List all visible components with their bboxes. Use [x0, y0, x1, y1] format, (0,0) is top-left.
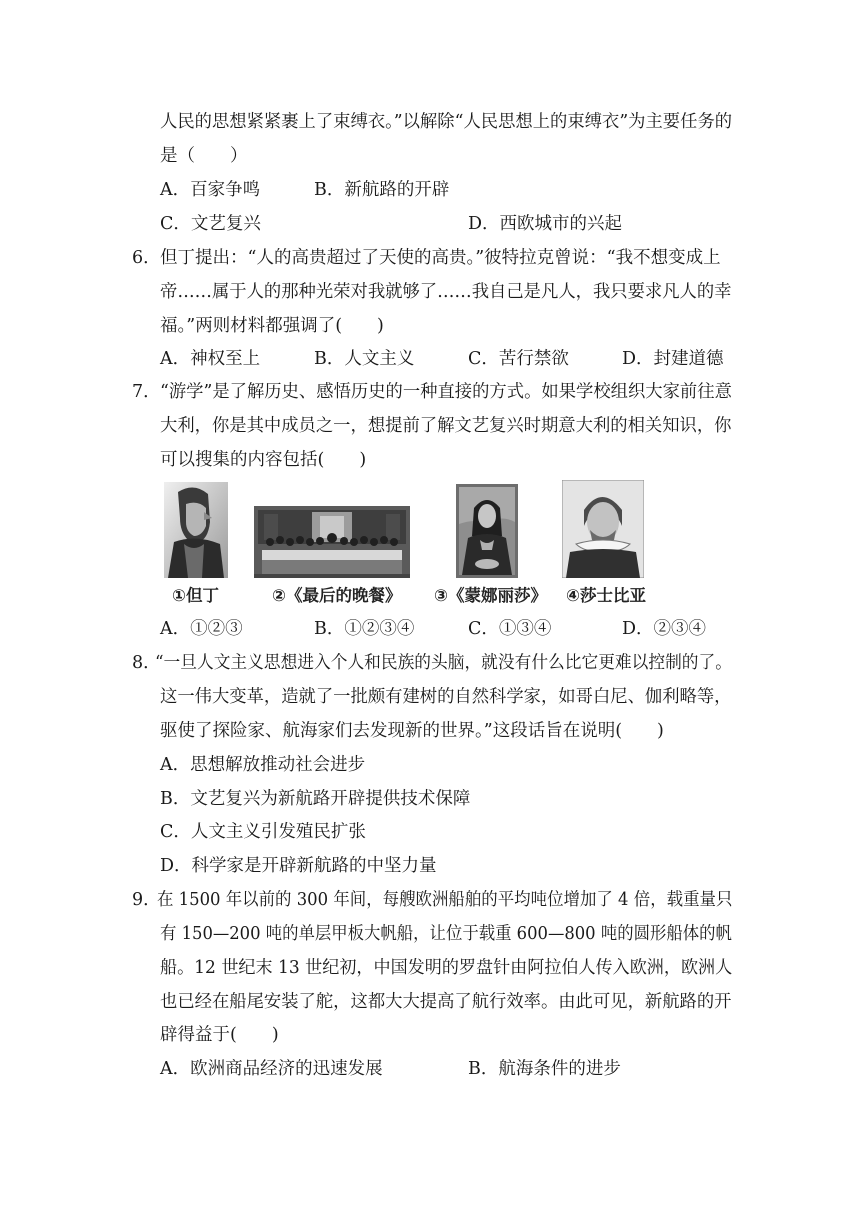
last-supper-image: [254, 506, 410, 578]
q5-stem-line-1: 人民的思想紧紧裹上了束缚衣。”以解除“人民思想上的束缚衣”为主要任务的: [160, 112, 733, 132]
q6-option-b: B．人文主义: [314, 349, 415, 369]
q5-option-c: C．文艺复兴: [160, 214, 261, 234]
caption-last-supper: ②《最后的晚餐》: [272, 586, 402, 605]
q7-option-c: C．①③④: [468, 619, 552, 639]
q6-stem-line-3: 福。”两则材料都强调了( ): [160, 316, 384, 336]
q6-option-d: D．封建道德: [622, 349, 724, 369]
q6-option-a: A．神权至上: [160, 349, 261, 369]
q8-option-b: B．文艺复兴为新航路开辟提供技术保障: [160, 789, 471, 809]
caption-dante: ①但丁: [172, 586, 219, 605]
mona-lisa-image: [456, 484, 518, 578]
q9-option-b: B．航海条件的进步: [468, 1059, 621, 1079]
q6-stem-line-1: 但丁提出：“人的高贵超过了天使的高贵。”彼特拉克曾说：“我不想变成上: [160, 248, 721, 268]
q5-stem-line-2: 是（ ）: [160, 146, 248, 166]
q6-number: 6．: [132, 248, 161, 268]
q8-option-d: D．科学家是开辟新航路的中坚力量: [160, 856, 437, 876]
q8-number: 8．: [132, 653, 161, 673]
q5-option-a: A．百家争鸣: [160, 180, 261, 200]
q8-option-c: C．人文主义引发殖民扩张: [160, 822, 366, 842]
caption-mona-lisa: ③《蒙娜丽莎》: [434, 586, 547, 605]
q9-stem-line-5: 辟得益于( ): [160, 1025, 279, 1045]
q9-stem-line-3: 船。12 世纪末 13 世纪初，中国发明的罗盘针由阿拉伯人传入欧洲，欧洲人: [160, 958, 733, 978]
q7-stem-line-3: 可以搜集的内容包括( ): [160, 450, 367, 470]
q7-number: 7．: [132, 382, 161, 402]
q5-option-b: B．新航路的开辟: [314, 180, 450, 200]
q8-stem-line-3: 驱使了探险家、航海家们去发现新的世界。”这段话旨在说明( ): [160, 721, 664, 741]
q9-number: 9．: [132, 890, 161, 910]
q7-option-d: D．②③④: [622, 619, 707, 639]
q9-stem-line-4: 也已经在船尾安装了舵，这都大大提高了航行效率。由此可见，新航路的开: [160, 992, 732, 1012]
q6-option-c: C．苦行禁欲: [468, 349, 569, 369]
q7-option-b: B．①②③④: [314, 619, 415, 639]
caption-shakespeare: ④莎士比亚: [566, 586, 646, 605]
q6-stem-line-2: 帝……属于人的那种光荣对我就够了……我自己是凡人，我只要求凡人的幸: [160, 282, 732, 302]
q7-stem-line-2: 大利，你是其中成员之一，想提前了解文艺复兴时期意大利的相关知识，你: [160, 416, 732, 436]
q9-stem-line-1: 在 1500 年以前的 300 年间，每艘欧洲船舶的平均吨位增加了 4 倍，载重量只: [157, 890, 733, 910]
q9-stem-line-2: 有 150—200 吨的单层甲板大帆船，让位于载重 600—800 吨的圆形船体的帆: [160, 924, 732, 944]
q9-option-a: A．欧洲商品经济的迅速发展: [160, 1059, 383, 1079]
q8-stem-line-2: 这一伟大变革，造就了一批颇有建树的自然科学家，如哥白尼、伽利略等，: [160, 687, 732, 707]
q7-stem-line-1: “游学”是了解历史、感悟历史的一种直接的方式。如果学校组织大家前往意: [160, 382, 732, 402]
dante-portrait-image: [164, 482, 228, 578]
q7-option-a: A．①②③: [160, 619, 243, 639]
q8-stem-line-1: “一旦人文主义思想进入个人和民族的头脑，就没有什么比它更难以控制的了。: [155, 653, 732, 673]
shakespeare-portrait-image: [562, 480, 644, 578]
q5-option-d: D．西欧城市的兴起: [468, 214, 623, 234]
q8-option-a: A．思想解放推动社会进步: [160, 755, 366, 775]
